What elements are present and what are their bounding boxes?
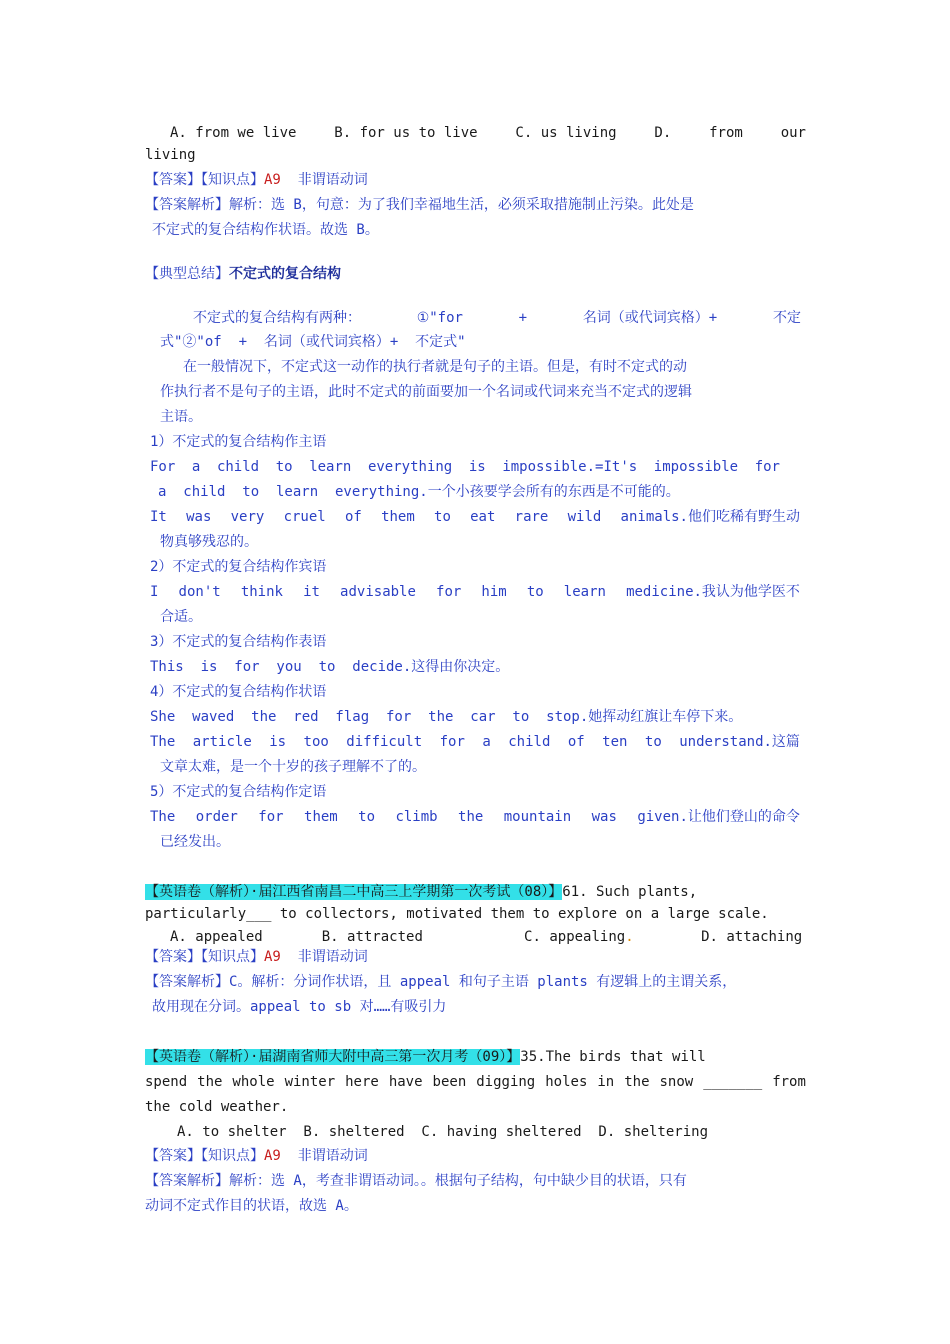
q2-stem: 【英语卷（解析）·届江西省南昌二中高三上学期第一次考试（08）】61. Such plants,: [145, 884, 698, 900]
example-sentence-cont: 物真够残忍的。: [160, 534, 258, 550]
option-d: D.: [654, 125, 672, 141]
summary-paragraph: 在一般情况下，不定式这一动作的执行者就是句子的主语。但是，有时不定式的动: [183, 359, 687, 375]
q1-options: [170, 123, 806, 143]
summary-paragraph-cont: 作执行者不是句子的主语，此时不定式的前面要加一个名词或代词来充当不定式的逻辑: [160, 384, 692, 400]
q2-stem-cont: particularly___ to collectors, motivated them to explore on a large scale.: [145, 906, 769, 922]
section-title-subject: 1）不定式的复合结构作主语: [150, 434, 327, 450]
q3-stem-cont: spend the whole winter here have been digging holes in the snow _______ from: [145, 1074, 806, 1090]
q2-analysis-cont: 故用现在分词。appeal to sb 对……有吸引力: [152, 999, 447, 1015]
option-c: C. us living: [515, 125, 617, 141]
option-b: B. for us to live: [334, 125, 478, 141]
section-title-predicative: 3）不定式的复合结构作表语: [150, 634, 327, 650]
q1-analysis-cont: 不定式的复合结构作状语。故选 B。: [152, 222, 379, 238]
q2-analysis: 【答案解析】C。解析：分词作状语，且 appeal 和句子主语 plants 有逻辑上的主谓关系，: [145, 974, 737, 990]
q3-source: 【英语卷（解析）·届湖南省师大附中高三第一次月考（09）】: [145, 1049, 521, 1065]
q3-stem-cont: the cold weather.: [145, 1099, 289, 1115]
example-sentence: I don't think it advisable for him to learn medicine.我认为他学医不: [150, 584, 800, 600]
q3-options: A. to shelter B. sheltered C. having sheltered D. sheltering: [177, 1124, 709, 1140]
summary-paragraph-cont: 主语。: [160, 409, 202, 425]
summary-definition-cont: 式"②"of + 名词（或代词宾格）+ 不定式": [160, 334, 466, 350]
section-title-attributive: 5）不定式的复合结构作定语: [150, 784, 327, 800]
q3-stem: 【英语卷（解析）·届湖南省师大附中高三第一次月考（09）】35.The birds that will: [145, 1049, 706, 1065]
q2-answer: 【答案】【知识点】A9 非谓语动词: [145, 949, 368, 965]
example-sentence-cont: a child to learn everything.一个小孩要学会所有的东西是不可能的。: [158, 484, 680, 500]
example-sentence-cont: 文章太难，是一个十岁的孩子理解不了的。: [160, 759, 426, 775]
q1-options-wrap: living: [145, 147, 196, 163]
example-sentence: The order for them to climb the mountain was given.让他们登山的命令: [150, 809, 800, 825]
section-title-adverbial: 4）不定式的复合结构作状语: [150, 684, 327, 700]
q2-source: 【英语卷（解析）·届江西省南昌二中高三上学期第一次考试（08）】: [145, 884, 563, 900]
example-sentence-cont: 合适。: [160, 609, 202, 625]
q3-analysis: 【答案解析】解析：选 A，考查非谓语动词。。根据句子结构，句中缺少目的状语，只有: [145, 1173, 687, 1189]
example-sentence-cont: 已经发出。: [160, 834, 230, 850]
option-d-word: our: [780, 125, 806, 141]
example-sentence: This is for you to decide.这得由你决定。: [150, 659, 510, 675]
example-sentence: The article is too difficult for a child of ten to understand.这篇: [150, 734, 800, 750]
example-sentence: She waved the red flag for the car to stop.她挥动红旗让车停下来。: [150, 709, 743, 725]
q3-analysis-cont: 动词不定式作目的状语，故选 A。: [145, 1198, 358, 1214]
option-d-word: from: [709, 125, 743, 141]
option-a: A. from we live: [170, 125, 297, 141]
example-sentence: For a child to learn everything is impossible.=It's impossible for: [150, 459, 780, 475]
example-sentence: It was very cruel of them to eat rare wild animals.他们吃稀有野生动: [150, 509, 800, 525]
q2-options: A. appealed B. attracted C. appealing. D. attaching: [170, 929, 803, 945]
section-title-object: 2）不定式的复合结构作宾语: [150, 559, 327, 575]
summary-definition: 不定式的复合结构有两种： ①"for + 名词（或代词宾格）+ 不定: [193, 310, 801, 326]
q1-answer: 【答案】【知识点】A9 非谓语动词: [145, 172, 368, 188]
summary-heading: 【典型总结】不定式的复合结构: [145, 266, 341, 282]
q1-analysis: 【答案解析】解析：选 B，句意：为了我们幸福地生活，必须采取措施制止污染。此处是: [145, 197, 694, 213]
q3-answer: 【答案】【知识点】A9 非谓语动词: [145, 1148, 368, 1164]
